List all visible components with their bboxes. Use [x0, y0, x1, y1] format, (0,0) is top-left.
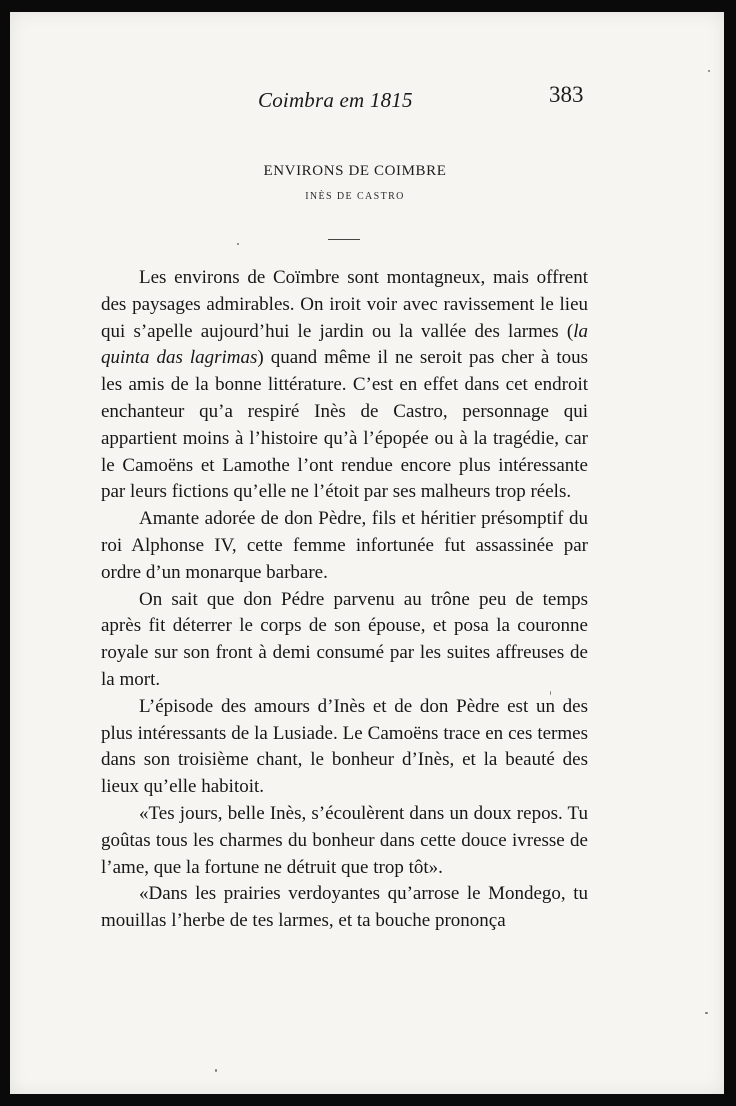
- section-title: ENVIRONS DE COIMBRE: [263, 163, 447, 179]
- paper-speck: [550, 691, 551, 695]
- section-divider: [328, 239, 360, 240]
- paper-speck: [705, 1012, 708, 1014]
- paragraph-3: On sait que don Pédre parvenu au trône peu de temps après fit déterrer le corps de son épouse, et posa la couronne royale sur son front à demi consumé par les suites affreuses de la mort.: [101, 588, 588, 690]
- paragraph-1-text-b: ) quand même il ne seroit pas cher à tous les amis de la bonne littérature. C’est en effet dans cet endroit enchanteur qu’a respiré Inès de Castro, personnage qui appartient moins à l’histoire qu’à l’épopée ou à la tragédie, car le Camoëns et Lamothe l’ont rendue encore plus intéressante par leurs fictions qu’elle ne l’étoit par ses malheurs trop réels.: [101, 347, 588, 503]
- paper-speck: [237, 243, 239, 245]
- paragraph-5: «Tes jours, belle Inès, s’écoulèrent dans un doux repos. Tu goûtas tous les charmes du bonheur dans cette douce ivresse de l’ame, que la fortune ne détruit que trop tôt».: [101, 802, 588, 878]
- paragraph-4: L’épisode des amours d’Inès et de don Pèdre est un des plus intéressants de la Lusiade. Le Camoëns trace en ces termes dans son troisième chant, le bonheur d’Inès, et la beauté des lieux qu’elle habitoit.: [101, 695, 588, 798]
- paragraph-1: [101, 265, 588, 506]
- page-number: 383: [549, 82, 584, 107]
- paragraph-1-text-a: Les environs de Coïmbre sont montagneux, mais offrent des paysages admirables. On iroit voir avec ravissement le lieu qui s’apelle aujourd’hui le jardin ou la vallée des larmes (: [101, 267, 588, 342]
- book-page: [10, 12, 724, 1094]
- paragraph-6: «Dans les prairies verdoyantes qu’arrose le Mondego, tu mouillas l’herbe de tes larmes, et ta bouche prononça: [101, 883, 588, 932]
- running-head: Coimbra em 1815: [258, 88, 413, 112]
- paper-speck: [708, 70, 710, 72]
- paper-speck: [215, 1069, 217, 1072]
- paragraph-2: Amante adorée de don Pèdre, fils et héritier présomptif du roi Alphonse IV, cette femme infortunée fut assassinée par ordre d’un monarque barbare.: [101, 508, 588, 583]
- paragraph-1-italic-title: la quinta das lagrimas: [101, 320, 588, 369]
- section-subtitle: INÈS DE CASTRO: [305, 191, 405, 202]
- body-text: [101, 265, 588, 935]
